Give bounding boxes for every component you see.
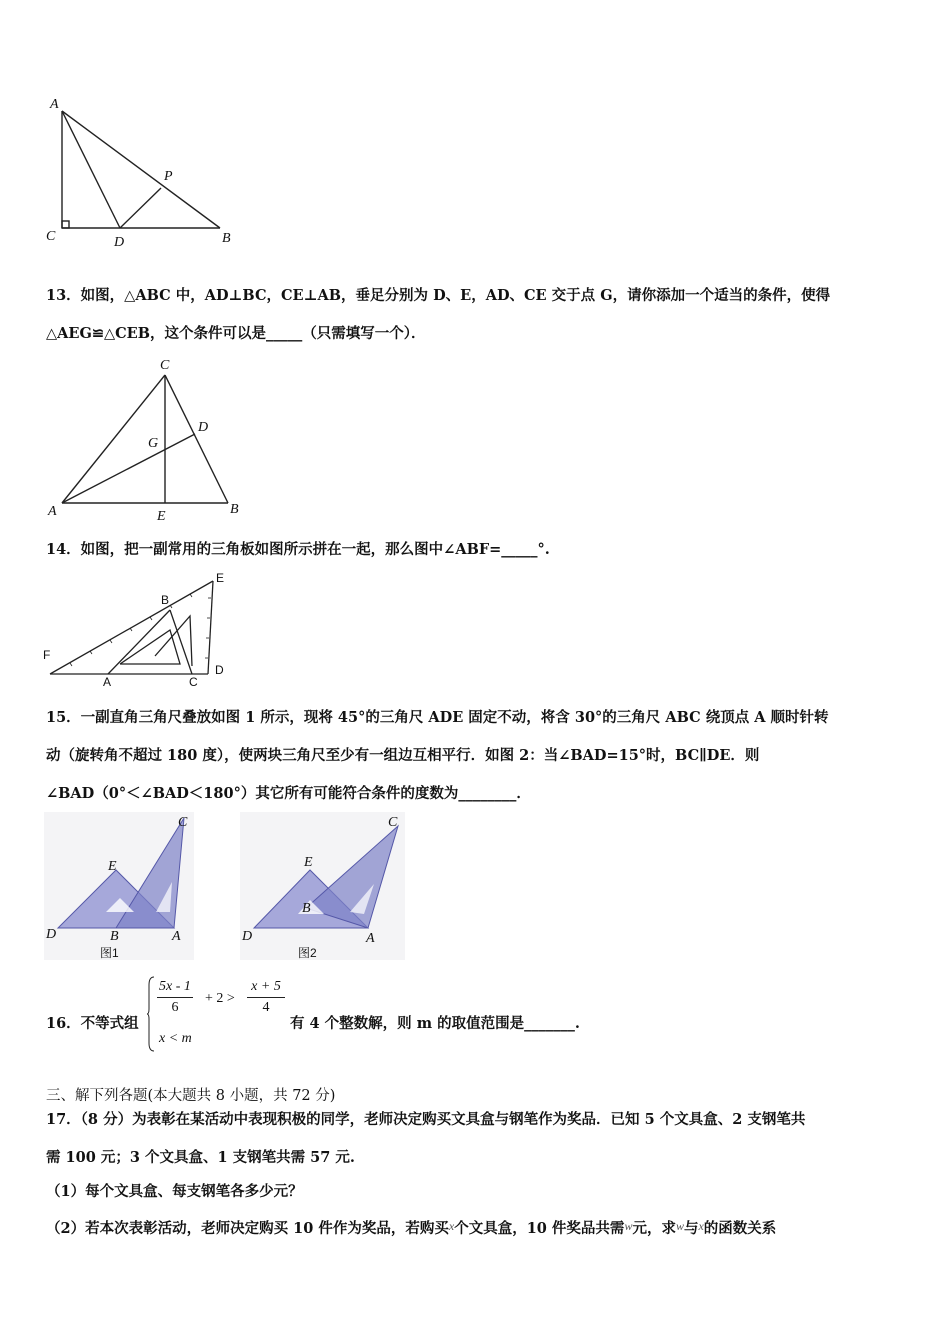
inequality-system (147, 975, 287, 1053)
segment-cb (165, 375, 228, 503)
q17-line1: 17．（8 分）为表彰在某活动中表现积极的同学，老师决定购买文具盒与钢笔作为奖品．已知 5 个文具盒、2 支钢笔共 (46, 1111, 806, 1128)
segment-ad (62, 434, 195, 503)
figure-q13 (40, 355, 250, 525)
fraction-bar (247, 997, 285, 998)
ruler-tick (90, 651, 92, 654)
edge-fe (50, 581, 213, 674)
figure-caption: 图1 (100, 946, 119, 960)
ruler-tick (150, 617, 152, 620)
label-b: B (161, 593, 170, 607)
label-a: A (366, 931, 375, 946)
q17-sub2-part-c: 元，求 (632, 1220, 676, 1237)
q17-sub2-part-b: 个文具盒，10 件奖品共需 (454, 1220, 625, 1237)
q17-sub2-part-d: 与 (683, 1220, 699, 1237)
label-b: B (230, 502, 239, 517)
segment-dp (120, 188, 161, 228)
inner-triangle-1 (120, 630, 180, 664)
label-c: C (189, 675, 198, 689)
frac-left-denominator: 6 (171, 1000, 179, 1015)
q17-sub2-part-e: 的函数关系 (703, 1220, 777, 1237)
label-a: A (48, 504, 57, 519)
label-a: A (172, 929, 181, 944)
label-d: D (198, 420, 209, 435)
q13-line1: 13．如图，△ABC 中，AD⊥BC，CE⊥AB，垂足分别为 D、E，AD、CE 交于点 G，请你添加一个适当的条件，使得 (46, 287, 831, 304)
q15-line2: 动（旋转角不超过 180 度），使两块三角尺至少有一组边互相平行．如图 2：当∠BAD=15°时，BC∥DE．则 (46, 747, 760, 764)
frac-left-numerator: 5x - 1 (159, 979, 191, 994)
q15-line1: 15．一副直角三角尺叠放如图 1 所示，现将 45°的三角尺 ADE 固定不动，将含 30°的三角尺 ABC 绕顶点 A 顺时针转 (46, 709, 829, 726)
q13-line2: △AEG≌△CEB，这个条件可以是_____（只需填写一个）． (46, 325, 426, 342)
label-d: D (114, 235, 125, 250)
label-f: F (43, 648, 51, 662)
ruler-tick (190, 594, 192, 597)
label-e: E (108, 859, 117, 874)
figure-q14 (40, 568, 240, 693)
q16-prefix: 16．不等式组 (46, 1015, 139, 1032)
label-e: E (216, 571, 225, 585)
q15-line3: ∠BAD（0°＜∠BAD＜180°）其它所有可能符合条件的度数为________． (46, 785, 531, 802)
ruler-tick (70, 663, 72, 666)
variable-x-2: x (698, 1219, 704, 1233)
section3-title: 三、解下列各题(本大题共 8 小题，共 72 分) (46, 1088, 336, 1104)
figure-q12 (40, 92, 250, 252)
ineq-middle: + 2 > (205, 991, 235, 1006)
figure-q15-1 (44, 812, 194, 960)
right-angle-mark (62, 221, 69, 228)
q17-line2: 需 100 元；3 个文具盒、1 支钢笔共需 57 元. (46, 1149, 355, 1166)
q17-sub2-part-a: （2）若本次表彰活动，老师决定购买 10 件作为奖品，若购买 (46, 1220, 449, 1237)
frac-right-denominator: 4 (262, 1000, 270, 1015)
segment-ad (62, 111, 120, 228)
label-e: E (157, 509, 166, 524)
figure-caption: 图2 (298, 946, 317, 960)
fraction-bar (157, 997, 193, 998)
label-c: C (160, 358, 170, 373)
label-a: A (103, 675, 112, 689)
label-c: C (46, 229, 56, 244)
q17-sub1: （1）每个文具盒、每支钢笔各多少元？ (46, 1183, 303, 1200)
label-b: B (302, 901, 311, 916)
variable-x: x (448, 1219, 455, 1233)
label-d: D (46, 927, 57, 942)
figure-q15-2 (240, 812, 405, 960)
edge-ed (208, 581, 213, 674)
variable-w-2: w (675, 1219, 684, 1233)
q14-line1: 14．如图，把一副常用的三角板如图所示拼在一起，那么图中∠ABF=_____°. (46, 541, 550, 558)
label-d: D (242, 929, 253, 944)
label-b: B (110, 929, 119, 944)
label-e: E (304, 855, 313, 870)
label-d: D (215, 663, 224, 677)
brace (147, 975, 155, 1053)
label-a: A (50, 97, 59, 112)
ineq-second: x < m (159, 1031, 192, 1046)
label-g: G (148, 436, 159, 451)
frac-right-numerator: x + 5 (251, 979, 281, 994)
q16-suffix: 有 4 个整数解，则 m 的取值范围是_______. (290, 1015, 580, 1032)
variable-w: w (624, 1219, 633, 1233)
label-c: C (388, 815, 398, 830)
label-b: B (222, 231, 231, 246)
label-c: C (178, 815, 188, 830)
ruler-tick (110, 640, 112, 643)
q17-sub2 (46, 1216, 776, 1239)
segment-ab (62, 111, 220, 228)
label-p: P (164, 169, 173, 184)
